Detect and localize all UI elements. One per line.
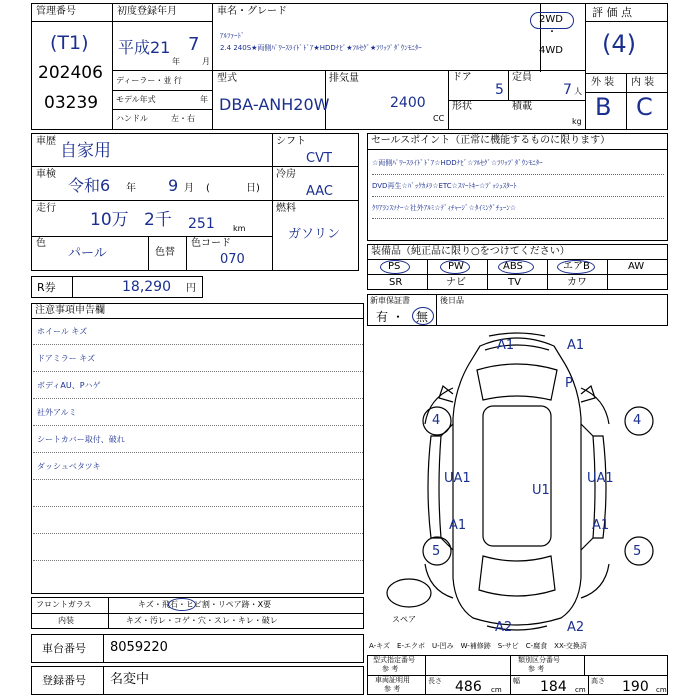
management-no-lot: (T1) xyxy=(50,32,89,54)
registration-value: 名変中 xyxy=(110,672,150,687)
name-grade-label: 車名・グレード xyxy=(217,6,287,17)
interior-grade: C xyxy=(636,93,653,121)
note-line-5: シートカバー取付、破れ xyxy=(37,435,125,444)
model-year-unit: 年 xyxy=(200,95,208,104)
inspection-day-unit: 日) xyxy=(246,183,260,194)
dealer-label: ディーラー・並 行 xyxy=(116,76,182,85)
inspection-day-open: ( xyxy=(206,183,210,194)
note-line-2: ドアミラー キズ xyxy=(37,354,96,363)
mark-right-side: UA1 xyxy=(587,471,614,486)
management-no-2: 03239 xyxy=(44,93,99,113)
model-year-label: モデル年式 xyxy=(116,95,156,104)
chassis-value: 8059220 xyxy=(110,640,168,655)
warranty-yes: 有 xyxy=(376,310,389,324)
inspection-month: 9 xyxy=(168,176,179,195)
exterior-label: 外 装 xyxy=(591,77,615,88)
note-line-3: ボディAU、Pハゲ xyxy=(37,381,101,390)
damage-legend: A-キズ E-エクボ U-凹み W-補修跡 S-サビ C-腐食 XX-交換済 xyxy=(369,642,587,650)
mark-rear-right: A2 xyxy=(567,620,585,635)
history-value: 自家用 xyxy=(60,141,111,161)
mark-rear-left: A2 xyxy=(495,620,513,635)
model-type-value: DBA-ANH20W xyxy=(219,95,330,114)
mark-rl-wheel: 5 xyxy=(432,544,441,559)
first-reg-era: 平成21 xyxy=(118,38,171,57)
sales-point-line-1: ☆両側ﾊﾟﾜｰｽﾗｲﾄﾞﾄﾞｱ☆HDDﾅﾋﾞ☆ﾌﾙｾｸﾞ☆ﾌﾘｯﾌﾟﾀﾞｳﾝﾓﾆﾀｰ xyxy=(372,159,543,167)
mileage-label: 走行 xyxy=(36,203,56,214)
model-type-label: 型式 xyxy=(217,73,237,84)
recycle-unit: 円 xyxy=(186,283,196,294)
equip-pw: PW xyxy=(448,261,464,272)
equip-navi: ナビ xyxy=(446,277,466,288)
shape-label: 形状 xyxy=(452,101,472,112)
equip-abs-circle xyxy=(498,260,534,274)
color-code-label: 色コード xyxy=(191,238,231,249)
drive-2wd: 2WD xyxy=(539,14,563,25)
interior-label: 内 装 xyxy=(631,77,655,88)
category-no-label: 類別区分番号 xyxy=(518,656,560,664)
type-no-sub: 参 考 xyxy=(382,665,399,673)
chassis-label: 車台番号 xyxy=(42,642,86,655)
warranty-no-circle xyxy=(412,307,434,325)
notes-title: 注意事項申告欄 xyxy=(35,305,105,316)
displacement-unit: CC xyxy=(433,114,445,123)
name-grade-line1: ｱﾙﾌｧｰﾄﾞ xyxy=(220,32,245,40)
history-label: 車歴 xyxy=(36,136,56,147)
type-no-label: 型式指定番号 xyxy=(373,656,415,664)
color-label: 色 xyxy=(36,238,46,249)
sales-points-title: セールスポイント（正常に機能するものに限ります） xyxy=(371,135,611,146)
repaint-label: 色替 xyxy=(155,247,175,258)
first-reg-year-unit: 年 xyxy=(172,57,180,66)
width-value: 184 xyxy=(540,679,567,695)
category-no-sub: 参 考 xyxy=(528,665,545,673)
equip-ps-circle xyxy=(380,260,410,274)
mileage-sen: 2千 xyxy=(144,210,172,230)
shift-label: シフト xyxy=(276,136,306,147)
note-line-4: 社外アルミ xyxy=(37,408,77,417)
mark-left-rear-door: A1 xyxy=(449,518,467,533)
first-reg-label: 初度登録年月 xyxy=(117,6,177,17)
interior-glass-label: 内装 xyxy=(58,616,74,625)
interior-glass-items: キズ・汚レ・コゲ・穴・スレ・キレ・破レ xyxy=(126,616,278,625)
mark-fl-wheel: 4 xyxy=(432,413,441,428)
shift-value: CVT xyxy=(306,151,332,166)
handle-label: ハンドル xyxy=(116,114,148,123)
note-line-1: ホイール キズ xyxy=(37,327,88,336)
handle-value: 左・右 xyxy=(171,114,195,123)
cooler-label: 冷房 xyxy=(276,169,296,180)
doors-label: ドア xyxy=(452,72,472,83)
mileage-man: 10万 xyxy=(90,210,129,230)
cooler-value: AAC xyxy=(306,184,333,199)
equip-pw-circle xyxy=(440,260,470,274)
car-diagram xyxy=(365,328,670,638)
mark-fr-wheel: 4 xyxy=(633,413,642,428)
warranty-label: 新車保証書 xyxy=(370,296,410,305)
height-unit: cm xyxy=(656,686,667,694)
equip-leather: カワ xyxy=(567,277,587,288)
width-unit: cm xyxy=(575,686,586,694)
management-no-label: 管理番号 xyxy=(36,6,76,17)
recycle-frame xyxy=(31,276,203,298)
color-code-value: 070 xyxy=(220,252,245,267)
recycle-value: 18,290 xyxy=(122,279,171,295)
drive-dot: ・ xyxy=(547,27,557,38)
name-grade-line2: 2.4 240S★両側ﾊﾟﾜｰｽﾗｲﾄﾞﾄﾞｱ★HDDﾅﾋﾞ★ﾌﾙｾｸﾞ★ﾌﾘｯﾌﾟﾀﾞｳﾝﾓﾆﾀｰ xyxy=(220,44,422,52)
mark-front-left: A1 xyxy=(497,338,515,353)
registration-label: 登録番号 xyxy=(42,674,86,687)
equip-ps: PS xyxy=(388,261,401,272)
height-label: 高さ xyxy=(591,677,605,685)
chip-circle xyxy=(168,598,196,611)
cert-sub: 参 考 xyxy=(384,685,401,693)
length-label: 長さ xyxy=(428,677,442,685)
mark-right-rear-door: A1 xyxy=(592,518,610,533)
mark-left-side: UA1 xyxy=(444,471,471,486)
front-glass-items: キズ・飛石・ヒビ割・リペア跡・X要 xyxy=(138,600,272,609)
score-label: 評 価 点 xyxy=(592,6,632,19)
mileage-rest: 251 xyxy=(188,216,215,232)
inspection-label: 車検 xyxy=(36,169,56,180)
displacement-value: 2400 xyxy=(390,95,426,111)
notes-frame xyxy=(31,303,364,594)
front-glass-label: フロントガラス xyxy=(36,600,92,609)
width-label: 幅 xyxy=(513,677,520,685)
warranty-no: 無 xyxy=(416,310,429,324)
load-label: 積載 xyxy=(512,101,532,112)
capacity-label: 定員 xyxy=(512,72,532,83)
inspection-era: 令和6 xyxy=(68,176,111,195)
note-line-6: ダッシュベタツキ xyxy=(37,462,101,471)
sales-point-line-2: DVD再生☆ﾊﾞｯｸｶﾒﾗ☆ETC☆ｽﾏｰﾄｷｰ☆ﾌﾟｯｼｭｽﾀｰﾄ xyxy=(372,182,517,190)
mark-front-right: A1 xyxy=(567,338,585,353)
displacement-label: 排気量 xyxy=(329,73,359,84)
sales-point-line-3: ｸﾘｱﾗﾝｽｿﾅｰ☆社外ｱﾙﾐ☆ﾃﾞｨﾁｬｰｼﾞ☆ﾀｲﾐﾝｸﾞﾁｪｰﾝ☆ xyxy=(372,204,517,212)
equip-tv: TV xyxy=(508,277,521,288)
equip-abs: ABS xyxy=(503,261,523,272)
management-no-1: 202406 xyxy=(38,63,103,83)
equip-airbag-circle xyxy=(557,260,595,274)
drive-4wd: 4WD xyxy=(539,45,563,56)
equipment-title: 装備品（純正品に限り○をつけてください） xyxy=(371,246,570,257)
delivery-label: 後日品 xyxy=(440,296,464,305)
warranty-frame xyxy=(367,294,668,326)
first-reg-month: 7 xyxy=(188,34,200,55)
capacity-value: 7 xyxy=(563,82,572,98)
cert-label: 車両証明用 xyxy=(375,676,410,684)
mark-rr-wheel: 5 xyxy=(633,544,642,559)
mark-roof: U1 xyxy=(532,483,550,498)
score-value: (4) xyxy=(602,30,636,58)
recycle-label: R券 xyxy=(37,281,56,294)
fuel-value: ガソリン xyxy=(288,227,341,242)
mileage-unit: km xyxy=(233,224,246,233)
first-reg-month-unit: 月 xyxy=(202,57,210,66)
mark-hood: P xyxy=(565,376,573,391)
equip-sr: SR xyxy=(389,277,403,288)
warranty-dot: ・ xyxy=(392,310,405,324)
inspection-month-unit: 月 xyxy=(184,183,194,194)
spare-label: スペア xyxy=(392,615,416,624)
doors-value: 5 xyxy=(495,82,504,98)
length-value: 486 xyxy=(455,679,482,695)
equip-airbag: エアB xyxy=(563,261,590,272)
inspection-year-unit: 年 xyxy=(126,183,136,194)
equip-aw: AW xyxy=(628,261,645,272)
exterior-grade: B xyxy=(595,93,612,121)
load-unit: kg xyxy=(572,117,582,126)
height-value: 190 xyxy=(622,679,649,695)
color-value: パール xyxy=(68,246,107,261)
length-unit: cm xyxy=(491,686,502,694)
fuel-label: 燃料 xyxy=(276,203,296,214)
capacity-unit: 人 xyxy=(574,87,582,96)
